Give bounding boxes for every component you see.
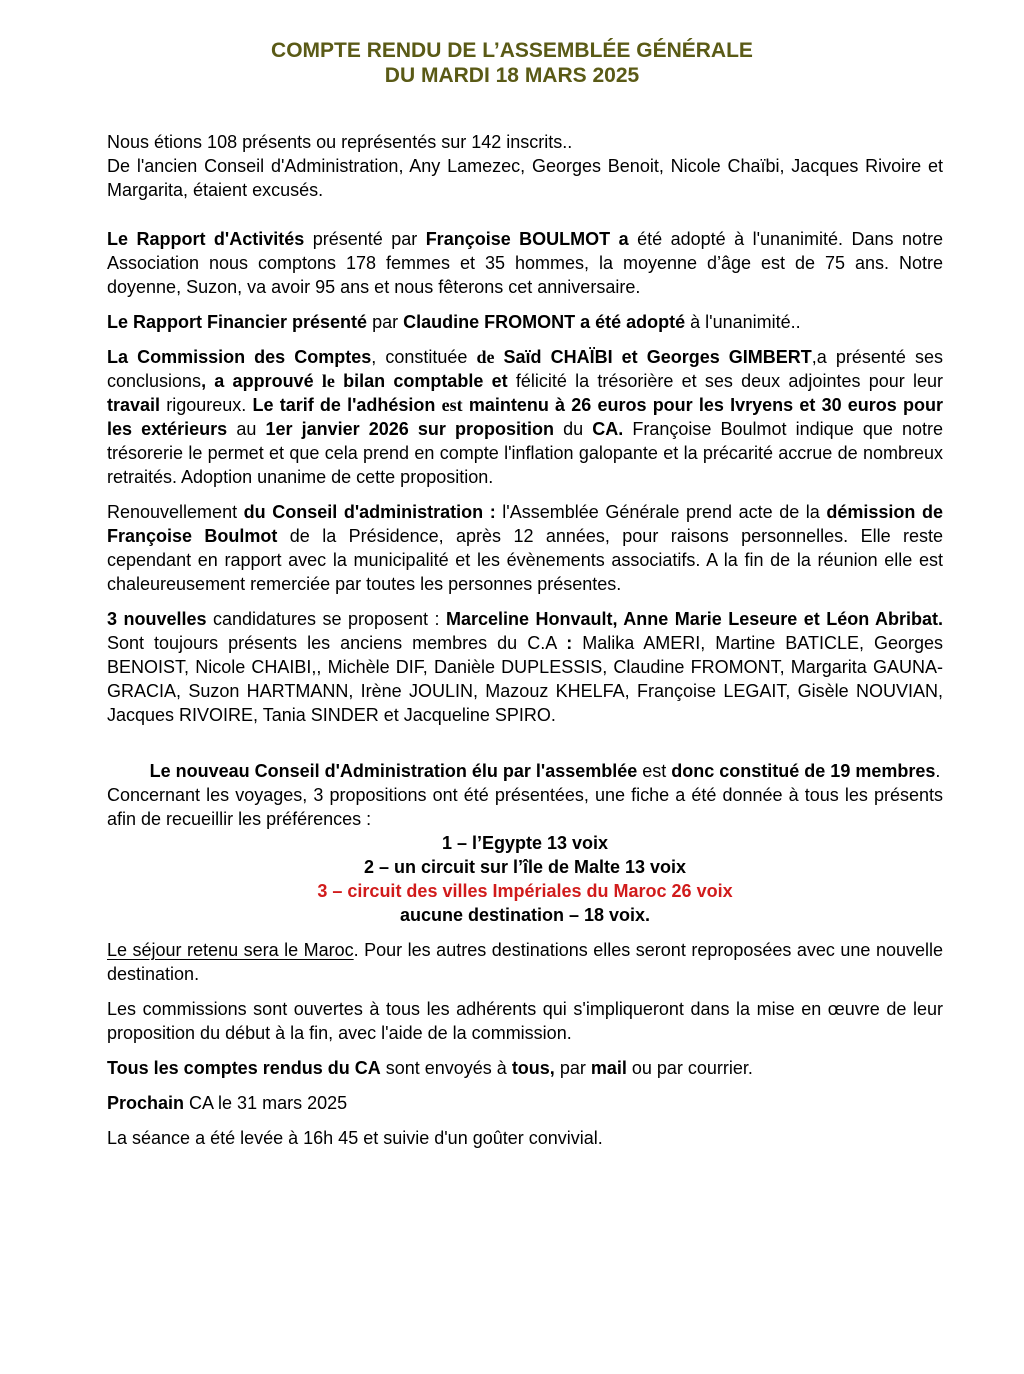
title-line-1: COMPTE RENDU DE L’ASSEMBLÉE GÉNÉRALE: [271, 39, 753, 62]
reports-distribution-paragraph: Tous les comptes rendus du CA sont envoyés à tous, par mail ou par courrier.: [107, 1058, 753, 1078]
document-body: [107, 130, 943, 1161]
next-meeting-paragraph: Prochain CA le 31 mars 2025: [107, 1093, 348, 1113]
travel-paragraph: Concernant les voyages, 3 propositions ont été présentées, une fiche a été donnée à tous les présents afin de recueillir les préférences :: [107, 785, 943, 829]
attendance-count: Nous étions 108 présents ou représentés sur 142 inscrits..: [107, 132, 573, 152]
vote-option-none: aucune destination – 18 voix.: [399, 905, 651, 925]
attendance-paragraph: [107, 130, 943, 202]
travel-vote-results: [107, 831, 943, 927]
candidates-paragraph: 3 nouvelles candidatures se proposent : Marceline Honvault, Anne Marie Leseure et Léon Abribat. Sont toujours présents les anciens membres du C.A : Malika AMERI, Martine BATICLE, Georges BENOIST, Nicole CHAIBI,, Michèle DIF, Danièle DUPLESSIS, Claudine FROMONT, Margarita GAUNA-GRACIA, Suzon HARTMANN, Irène JOULIN, Mazouz KHELFA, Françoise LEGAIT, Gisèle NOUVIAN, Jacques RIVOIRE, Tania SINDER et Jacqueline SPIRO.: [107, 609, 943, 725]
chosen-trip-paragraph: Le séjour retenu sera le Maroc. Pour les autres destinations elles seront reproposées avec une nouvelle destination.: [107, 940, 944, 984]
title-line-2: DU MARDI 18 MARS 2025: [384, 64, 640, 87]
audit-commission-paragraph: La Commission des Comptes, constituée de Saïd CHAÏBI et Georges GIMBERT,a présenté ses conclusions, a approuvé le bilan comptable et félicité la trésorière et ses deux adjointes pour leur travail rigoureux. Le tarif de l'adhésion est maintenu à 26 euros pour les Ivryens et 30 euros pour les extérieurs au 1er janvier 2026 sur proposition du CA. Françoise Boulmot indique que notre trésorerie le permet et que cela prend en compte l'inflation galopante et la précarité accrue de nombreux retraités. Adoption unanime de cette proposition.: [107, 347, 944, 487]
document-title: [0, 38, 1024, 88]
vote-option-malta: 2 – un circuit sur l’île de Malte 13 voix: [363, 857, 687, 877]
excused-members: De l'ancien Conseil d'Administration, Any Lamezec, Georges Benoit, Nicole Chaïbi, Jacques Rivoire et Margarita, étaient excusés.: [107, 156, 943, 200]
closing-paragraph: La séance a été levée à 16h 45 et suivie d'un goûter convivial.: [107, 1128, 603, 1148]
board-renewal-paragraph: Renouvellement du Conseil d'administration : l'Assemblée Générale prend acte de la démission de Françoise Boulmot de la Présidence, après 12 années, pour raisons personnelles. Elle reste cependant en rapport avec la municipalité et les évènements associatifs. A la fin de la réunion elle est chaleureusement remerciée par toutes les personnes présentes.: [107, 502, 944, 594]
commissions-paragraph: Les commissions sont ouvertes à tous les adhérents qui s'impliqueront dans la mise en œuvre de leur proposition du début à la fin, avec l'aide de la commission.: [107, 999, 943, 1043]
financial-report-paragraph: Le Rapport Financier présenté par Claudine FROMONT a été adopté à l'unanimité..: [107, 312, 801, 332]
activity-report-paragraph: Le Rapport d'Activités présenté par Françoise BOULMOT a été adopté à l'unanimité. Dans notre Association nous comptons 178 femmes et 35 hommes, la moyenne d’âge est de 75 ans. Notre doyenne, Suzon, va avoir 95 ans et nous fêterons cet anniversaire.: [107, 229, 944, 297]
vote-option-morocco: 3 – circuit des villes Impériales du Maroc 26 voix: [317, 881, 733, 901]
vote-option-egypt: 1 – l’Egypte 13 voix: [441, 833, 609, 853]
new-board-statement: Le nouveau Conseil d'Administration élu par l'assemblée est donc constitué de 19 membres.: [149, 761, 941, 781]
